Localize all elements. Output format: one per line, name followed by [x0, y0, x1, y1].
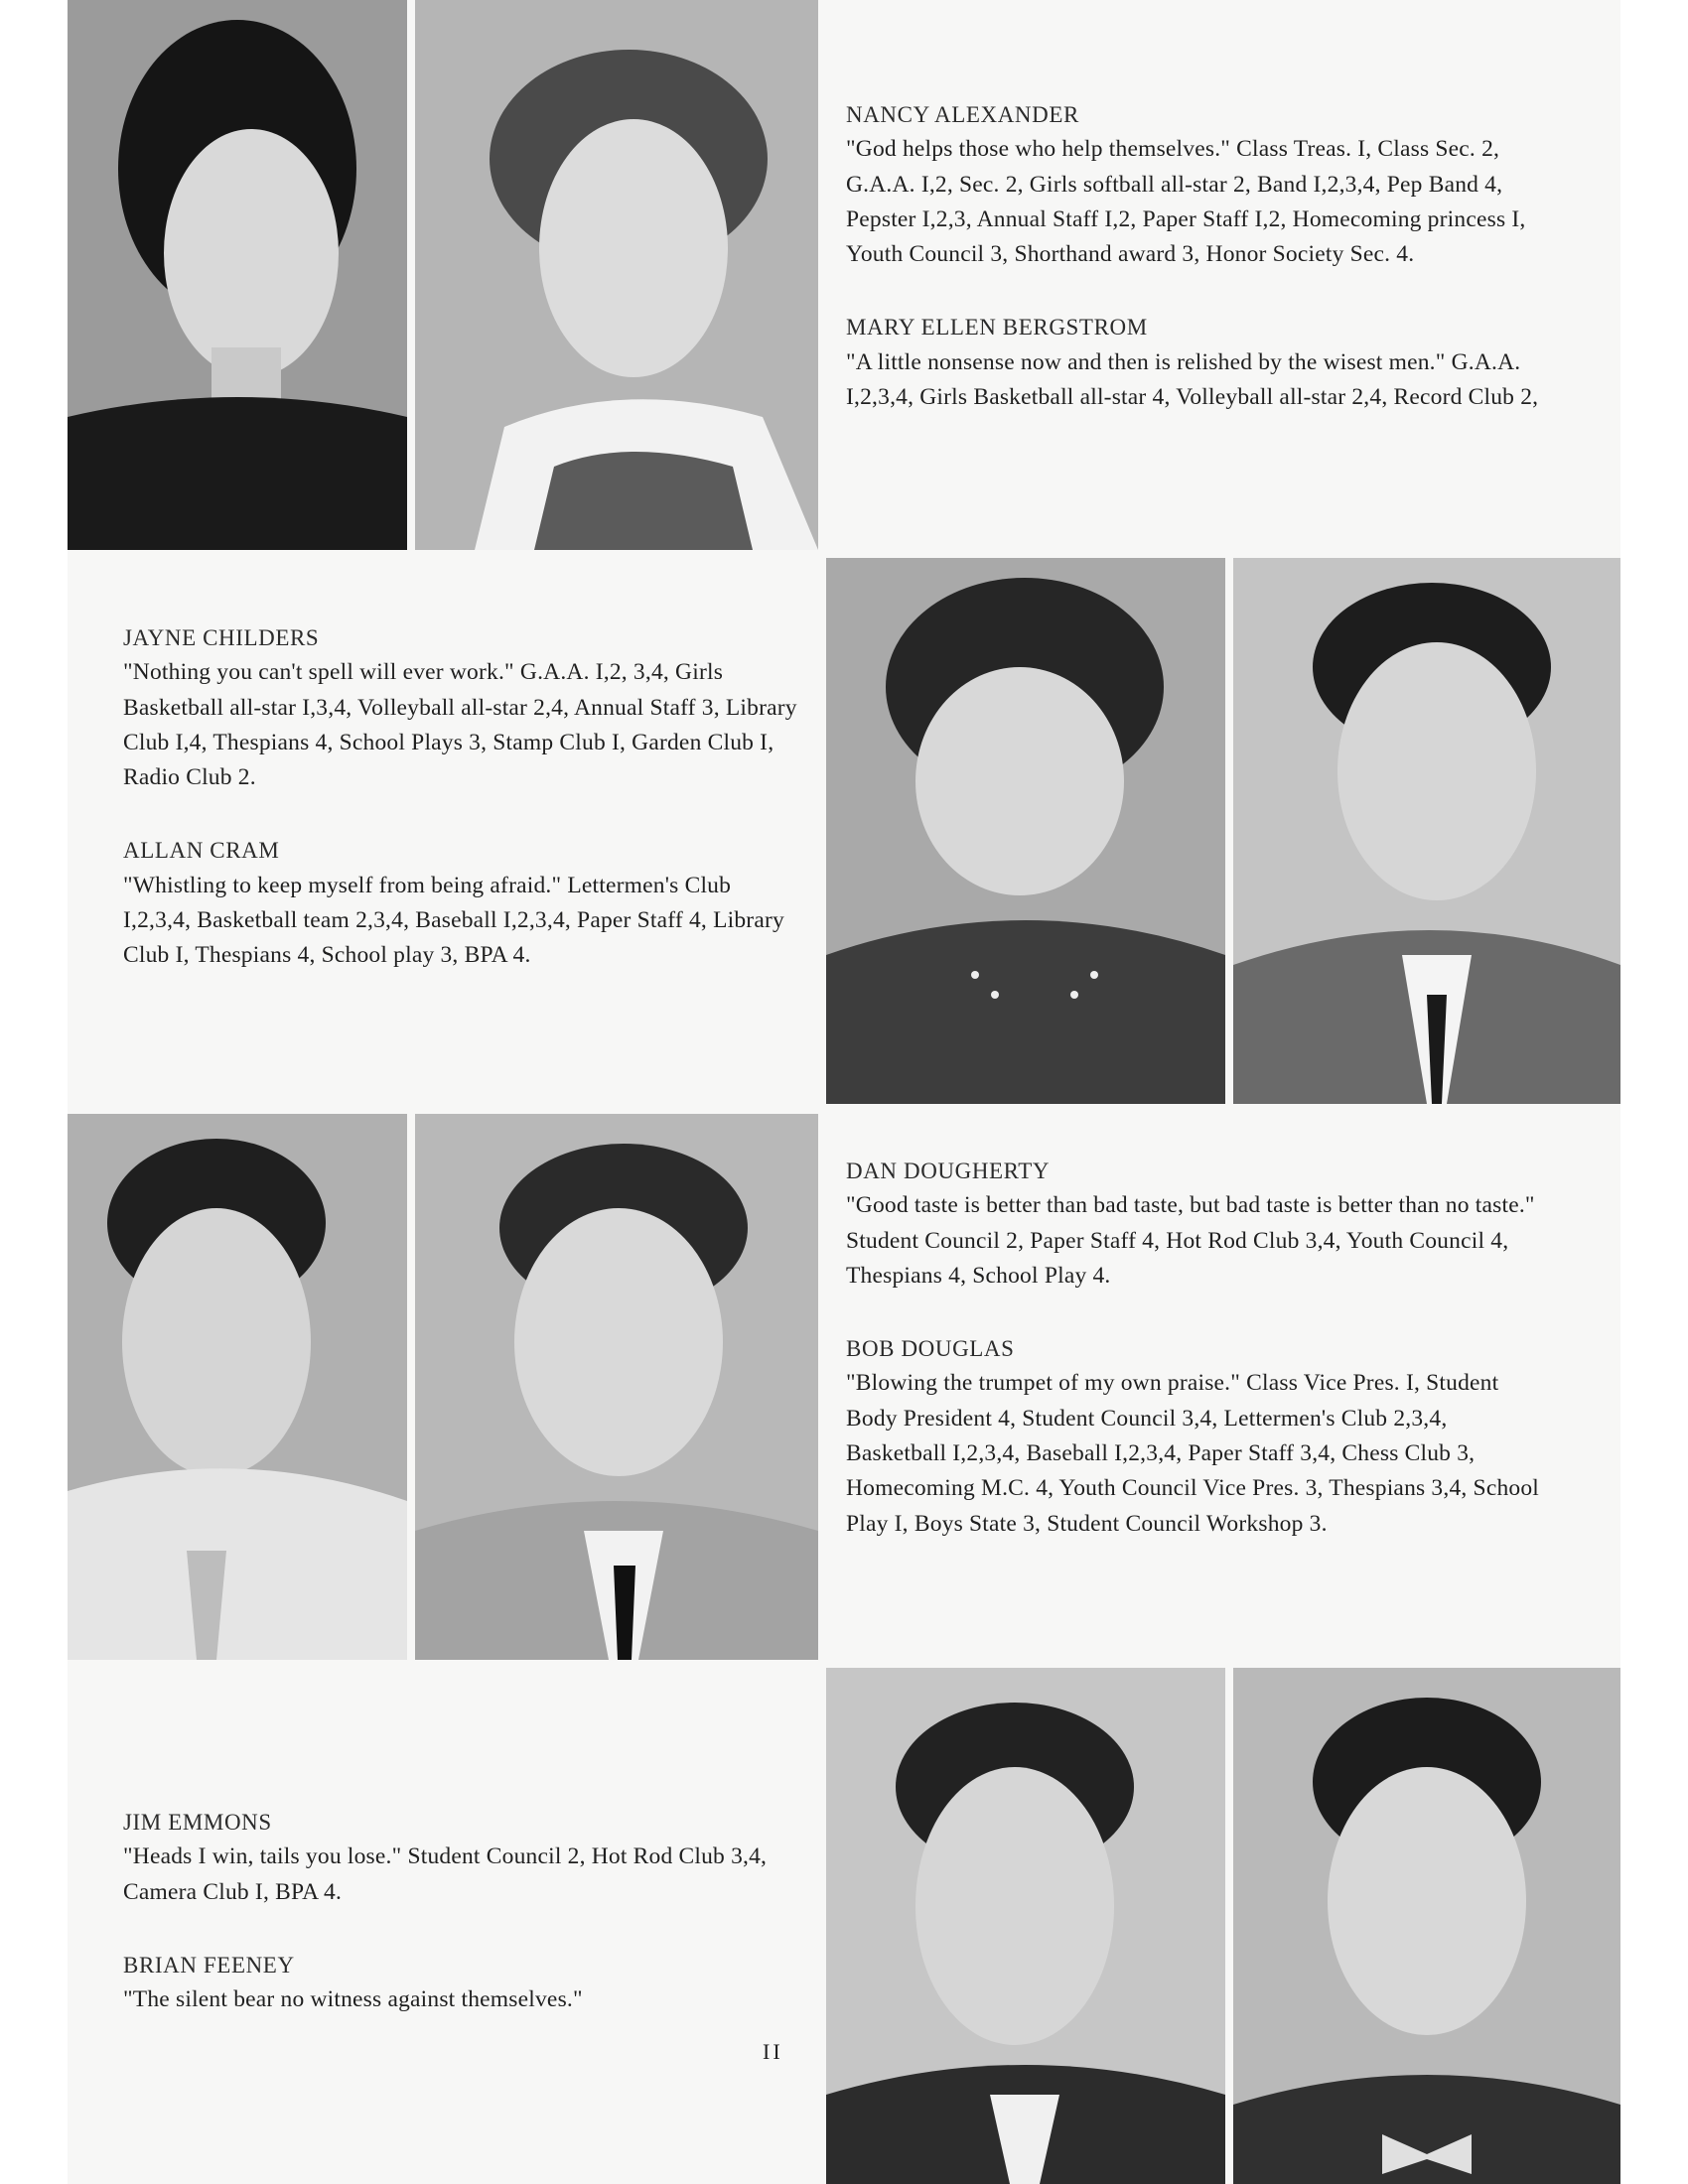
bio-block-2	[123, 620, 798, 1012]
bio-block-4	[123, 1805, 798, 2055]
portrait-photo-jayne-childers	[826, 558, 1225, 1104]
portrait-photo-brian-feeney	[1233, 1668, 1620, 2184]
student-bio: "The silent bear no witness against themselves."	[123, 1986, 583, 2013]
portrait-photo-bob-douglas	[415, 1114, 818, 1660]
student-bio: "Heads I win, tails you lose." Student Council 2, Hot Rod Club 3,4, Camera Club I, BPA 4.	[123, 1843, 768, 1905]
student-entry	[123, 1948, 798, 2018]
student-bio: "A little nonsense now and then is relished by the wisest men." G.A.A. I,2,3,4, Girls Basketball all-star 4, Volleyball all-star 2,4, Record Club 2,	[846, 348, 1539, 411]
student-name: BRIAN FEENEY	[123, 1952, 295, 1978]
student-entry	[123, 620, 798, 795]
portrait-photo-mary-ellen-bergstrom	[415, 0, 818, 550]
student-name: BOB DOUGLAS	[846, 1336, 1015, 1362]
student-bio: "Blowing the trumpet of my own praise." Class Vice Pres. I, Student Body President 4, Student Council 3,4, Lettermen's Club 2,3,4, Basketball I,2,3,4, Baseball I,2,3,4, Paper Staff 3,4, Chess Club 3, Homecoming M.C. 4, Youth Council Vice Pres. 3, Thespians 3,4, School Play I, Boys State 3, Student Council Workshop 3.	[846, 1370, 1540, 1537]
portrait-photo-jim-emmons	[826, 1668, 1225, 2184]
student-entry	[123, 1805, 798, 1910]
student-name: JIM EMMONS	[123, 1810, 272, 1835]
student-bio: "Whistling to keep myself from being afraid." Lettermen's Club I,2,3,4, Basketball team 2,3,4, Baseball I,2,3,4, Paper Staff 4, Library Club I, Thespians 4, School play 3, BPA 4.	[123, 872, 784, 969]
bio-block-3	[846, 1154, 1551, 1579]
student-bio: "Nothing you can't spell will ever work." G.A.A. I,2, 3,4, Girls Basketball all-star I,3,4, Volleyball all-star 2,4, Annual Staff 3, Library Club I,4, Thespians 4, School Plays 3, Stamp Club I, Garden Club I, Radio Club 2.	[123, 659, 797, 791]
student-name: MARY ELLEN BERGSTROM	[846, 315, 1148, 341]
portrait-photo-dan-dougherty	[68, 1114, 407, 1660]
student-entry	[846, 97, 1541, 272]
student-bio: "God helps those who help themselves." Class Treas. I, Class Sec. 2, G.A.A. I,2, Sec. 2, Girls softball all-star 2, Band I,2,3,4, Pep Band 4, Pepster I,2,3, Annual Staff I,2, Paper Staff I,2, Homecoming princess I, Youth Council 3, Shorthand award 3, Honor Society Sec. 4.	[846, 136, 1526, 268]
student-entry	[846, 1331, 1551, 1542]
bio-block-1	[846, 97, 1541, 453]
portrait-photo-allan-cram	[1233, 558, 1620, 1104]
student-bio: "Good taste is better than bad taste, but bad taste is better than no taste." Student Council 2, Paper Staff 4, Hot Rod Club 3,4, Youth Council 4, Thespians 4, School Play 4.	[846, 1192, 1535, 1289]
page-number: II	[763, 2039, 783, 2064]
student-name: ALLAN CRAM	[123, 838, 280, 864]
student-name: NANCY ALEXANDER	[846, 102, 1079, 127]
student-entry	[123, 833, 798, 973]
student-entry	[846, 1154, 1551, 1294]
student-name: DAN DOUGHERTY	[846, 1159, 1051, 1183]
portrait-photo-nancy-alexander	[68, 0, 407, 550]
student-entry	[846, 310, 1541, 415]
student-name: JAYNE CHILDERS	[123, 625, 320, 650]
